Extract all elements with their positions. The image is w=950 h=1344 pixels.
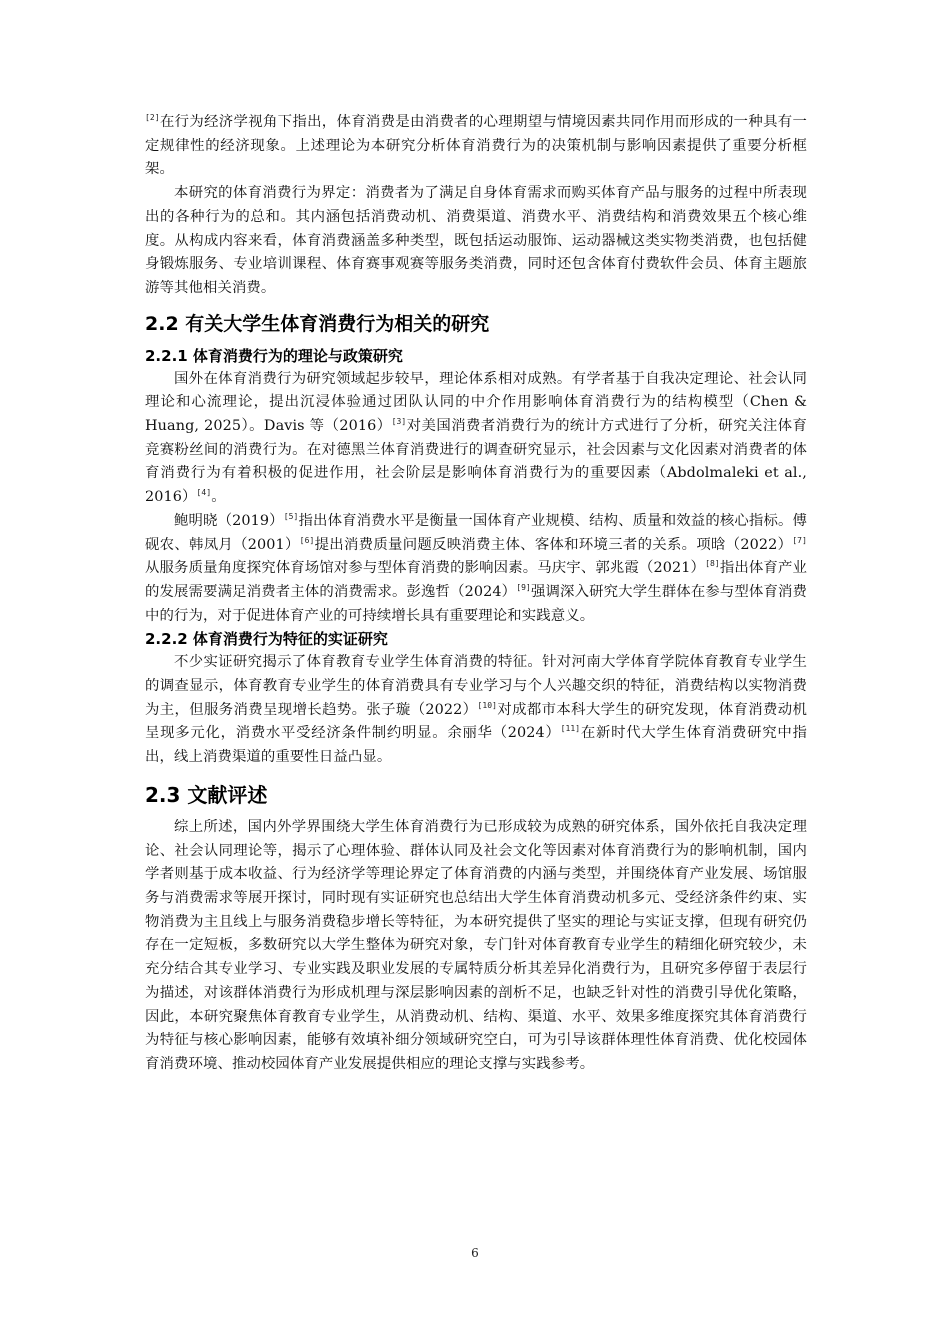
paragraph-text: 本研究的体育消费行为界定：消费者为了满足自身体育需求而购买体育产品与服务的过程中所表现出的各种行为的总和。其内涵包括消费动机、消费渠道、消费水平、消费结构和消费效果五个核心维度。从构成内容来看，体育消费涵盖多种类型，既包括运动服饰、运动器械这类实物类消费，也包括健身锻炼服务、专业培训课程、体育赛事观赛等服务类消费，同时还包含体育付费软件会员、体育主题旅游等其他相关消费。 [145, 185, 807, 296]
paragraph-text: 不少实证研究揭示了体育教育专业学生体育消费的特征。针对河南大学体育学院体育教育专业学生的调查显示，体育教育专业学生的体育消费具有专业学习与个人兴趣交织的特征，消费结构以实物消费为主，但服务消费呈现增长趋势。张子璇（2022） [145, 654, 807, 718]
paragraph-text: 综上所述，国内外学界围绕大学生体育消费行为已形成较为成熟的研究体系，国外依托自我决定理论、社会认同理论等，揭示了心理体验、群体认同及社会文化等因素对体育消费行为的影响机制，国内学者则基于成本收益、行为经济学等理论界定了体育消费的内涵与类型，并围绕体育产业发展、场馆服务与消费需求等展开探讨，同时现有实证研究也总结出大学生体育消费动机多元、受经济条件约束、实物消费为主且线上与服务消费稳步增长等特征，为本研究提供了坚实的理论与实证支撑，但现有研究仍存在一定短板，多数研究以大学生整体为研究对象，专门针对体育教育专业学生的精细化研究较少，未充分结合其专业学习、专业实践及职业发展的专属特质分析其差异化消费行为，且研究多停留于表层行为描述，对该群体消费行为形成机理与深层影响因素的剖析不足，也缺乏针对性的消费引导优化策略，因此，本研究聚焦体育教育专业学生，从消费动机、结构、渠道、水平、效果多维度探究其体育消费行为特征与核心影响因素，能够有效填补细分领域研究空白，可为引导该群体理性体育消费、优化校园体育消费环境、推动校园体育产业发展提供相应的理论支撑与实践参考。 [145, 818, 807, 1072]
citation-ref[interactable]: [10] [477, 700, 498, 710]
paragraph-literature-review [145, 816, 807, 1077]
paragraph-text: 指出体育产业的发展需要满足消费者主体的消费需求。彭逸哲（2024） [145, 560, 807, 600]
paragraph-text: 提出消费质量问题反映消费主体、客体和环境三者的关系。项晗（2022） [314, 536, 793, 553]
citation-ref[interactable]: [2] [145, 113, 160, 123]
citation-ref[interactable]: [8] [705, 559, 720, 569]
citation-ref[interactable]: [4] [196, 488, 212, 498]
paragraph-text: 国外在体育消费行为研究领域起步较早，理论体系相对成熟。有学者基于自我决定理论、社会认同理论和心流理论，提出沉浸体验通过团队认同的中介作用影响体育消费行为的结构模型（Chen & Huang, 2025）。Davis 等（2016） [145, 370, 807, 435]
paragraph-foreign-research [145, 368, 807, 510]
paragraph-text: 在新时代大学生体育消费研究中指出，线上消费渠道的重要性日益凸显。 [145, 725, 807, 766]
citation-ref[interactable]: [6] [299, 535, 315, 545]
paragraph-text: 在行为经济学视角下指出，体育消费是由消费者的心理期望与情境因素共同作用而形成的一种具有一定规律性的经济现象。上述理论为本研究分析体育消费行为的决策机制与影响因素提供了重要分析框架。 [145, 114, 807, 178]
subsection-heading-2-2-1: 2.2.1 体育消费行为的理论与政策研究 [145, 346, 403, 365]
subsection-heading-2-2-2: 2.2.2 体育消费行为特征的实证研究 [145, 630, 388, 649]
paragraph-definition [145, 182, 807, 301]
section-heading-2-3: 2.3 文献评述 [145, 782, 268, 807]
page-number: 6 [471, 1246, 479, 1260]
paragraph-text: 强调深入研究大学生群体在参与型体育消费中的行为，对于促进体育产业的可持续增长具有重要理论和实践意义。 [145, 583, 808, 624]
paragraph-behavioral-economics [145, 111, 807, 182]
paragraph-text: 指出体育消费水平是衡量一国体育产业规模、结构、质量和效益的核心指标。傅砚农、韩凤月（2001） [145, 512, 807, 553]
paragraph-text: 鲍明晓（2019） [174, 512, 284, 529]
paragraph-text: 。 [211, 489, 226, 506]
paragraph-empirical-research [145, 651, 807, 770]
citation-ref[interactable]: [11] [560, 724, 581, 734]
paragraph-text: 对成都市本科大学生的研究发现，体育消费动机呈现多元化，消费水平受经济条件制约明显。余丽华（2024） [145, 701, 807, 742]
citation-ref[interactable]: [3] [391, 417, 407, 427]
citation-ref[interactable]: [5] [283, 512, 299, 522]
paragraph-text: 从服务质量角度探究体育场馆对参与型体育消费的影响因素。马庆宇、郭兆霞（2021） [145, 560, 706, 577]
citation-ref[interactable]: [9] [516, 583, 531, 593]
citation-ref[interactable]: [7] [792, 535, 808, 545]
page-content [145, 111, 807, 1077]
paragraph-text: 对美国消费者消费行为的统计方式进行了分析，研究关注体育竞赛粉丝间的消费行为。在对德黑兰体育消费进行的调查研究显示，社会因素与文化因素对消费者的体育消费行为有着积极的促进作用，社会阶层是影响体育消费行为的重要因素（Abdolmaleki et al., 2016） [145, 418, 807, 506]
paragraph-domestic-research [145, 510, 807, 629]
section-heading-2-2: 2.2 有关大学生体育消费行为相关的研究 [145, 312, 490, 335]
